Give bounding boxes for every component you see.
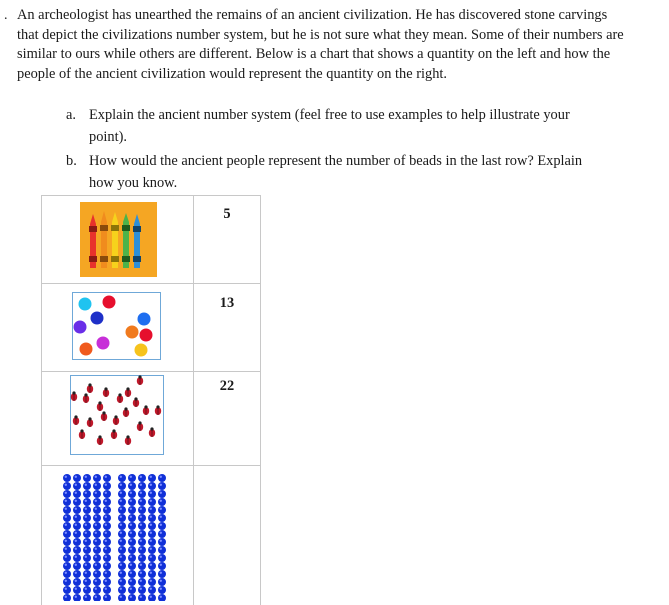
bead [63,490,71,498]
bead [138,530,146,538]
bead [128,530,136,538]
bead [118,514,126,522]
bead [138,490,146,498]
bead [73,562,81,570]
bead [63,570,71,578]
bead [128,554,136,562]
bead [128,546,136,554]
bead [73,554,81,562]
bead [103,546,111,554]
bead [128,506,136,514]
bead [138,506,146,514]
bead [93,490,101,498]
bead [63,538,71,546]
bead [63,562,71,570]
bead [118,554,126,562]
bead [118,562,126,570]
bead [128,578,136,586]
bead [128,498,136,506]
bead [83,522,91,530]
table-row-divider [41,371,261,372]
bead [73,530,81,538]
bead [93,474,101,482]
bead [73,546,81,554]
bead [148,506,156,514]
table-border-top [41,195,261,196]
bead [128,474,136,482]
bead [148,514,156,522]
bead [148,562,156,570]
bead [128,490,136,498]
bead [148,490,156,498]
bead [138,586,146,594]
bead [138,498,146,506]
bead [118,490,126,498]
bead [158,506,166,514]
bead [93,514,101,522]
bead [103,570,111,578]
bead [63,498,71,506]
ladybugs-icon [70,375,164,455]
bead [118,530,126,538]
bead [93,570,101,578]
bead [73,522,81,530]
bead [103,474,111,482]
bead [148,498,156,506]
bead [158,514,166,522]
bead [103,490,111,498]
bead [83,498,91,506]
bead [63,530,71,538]
bead [148,546,156,554]
bead [158,474,166,482]
crayons-icon [80,202,157,277]
bead [63,522,71,530]
dot [126,326,139,339]
bead [138,482,146,490]
bead [103,554,111,562]
table-row-divider [41,283,261,284]
bead [158,554,166,562]
bead [148,474,156,482]
bead [93,522,101,530]
bead [93,562,101,570]
bead [83,586,91,594]
bead [83,490,91,498]
bead [138,570,146,578]
dot [97,337,110,350]
bead [148,570,156,578]
bead [103,538,111,546]
bead [118,474,126,482]
question-a-marker: a. [66,107,76,123]
bead [93,482,101,490]
question-b-text: How would the ancient people represent the number of beads in the last row? Explain how you know. [89,153,583,191]
dot [138,313,151,326]
bead [158,498,166,506]
row-3-value: 22 [219,378,235,394]
bead [118,570,126,578]
bead [83,570,91,578]
bead [83,546,91,554]
bead [138,514,146,522]
bead [83,482,91,490]
bead [83,578,91,586]
bead [118,586,126,594]
row-1-value: 5 [223,206,231,222]
bead [63,506,71,514]
bead [148,586,156,594]
bead [93,554,101,562]
table-divider-column [193,195,194,605]
bead [103,482,111,490]
bead [73,474,81,482]
bead [103,578,111,586]
table-border-right [260,195,261,605]
bead [128,482,136,490]
bead [148,538,156,546]
bead [128,522,136,530]
row-2-value: 13 [219,295,235,311]
bead [138,538,146,546]
question-b-marker: b. [66,153,77,169]
bead [118,506,126,514]
bead [103,514,111,522]
bead [118,498,126,506]
bead [73,538,81,546]
bead [103,562,111,570]
bead [73,490,81,498]
bead [63,554,71,562]
bead [128,562,136,570]
bead [138,522,146,530]
bead [118,578,126,586]
bead [93,506,101,514]
bead [93,538,101,546]
bead [73,498,81,506]
bullet-mark: . [4,8,8,23]
bead [63,546,71,554]
question-a-text: Explain the ancient number system (feel free to use examples to help illustrate your point). [89,107,570,145]
bead [93,578,101,586]
bead [118,522,126,530]
bead [103,522,111,530]
blue-beads-icon [60,471,173,601]
bead [138,562,146,570]
bead [73,578,81,586]
bead [103,506,111,514]
table-row-divider [41,465,261,466]
bead [148,530,156,538]
dot [79,298,92,311]
bead [138,554,146,562]
bead [158,546,166,554]
bead [148,522,156,530]
bead [83,474,91,482]
colored-dots-icon [72,292,161,360]
bead [158,562,166,570]
bead [128,570,136,578]
bead [73,506,81,514]
bead [103,530,111,538]
bead [93,586,101,594]
bead [158,538,166,546]
bead [73,586,81,594]
bead [103,586,111,594]
bead [83,530,91,538]
bead [128,514,136,522]
bead [83,562,91,570]
bead [148,554,156,562]
bead [63,474,71,482]
table-border-left [41,195,42,605]
bead [73,482,81,490]
bead [148,482,156,490]
bead [158,482,166,490]
dot [140,329,153,342]
bead [138,546,146,554]
bead [83,506,91,514]
bead [158,586,166,594]
bead [158,522,166,530]
bead [138,578,146,586]
bead [73,570,81,578]
bead [138,474,146,482]
bead [93,546,101,554]
bead [63,482,71,490]
bead [128,586,136,594]
bead [148,578,156,586]
bead [73,514,81,522]
dot [135,344,148,357]
bead [118,538,126,546]
bead [83,514,91,522]
bead [158,570,166,578]
bead [103,498,111,506]
bead [63,578,71,586]
dot [91,312,104,325]
bead [93,498,101,506]
dot [80,343,93,356]
bead [83,538,91,546]
bead [63,586,71,594]
bead [158,530,166,538]
intro-paragraph: An archeologist has unearthed the remains of an ancient civilization. He has discovered stone carvings that depict the civilizations number system, but he is not sure what they mean. Some of their numbers are similar to ours while others are different. Below is a chart that shows a quantity on the left and how the people of the ancient civilization would represent the quantity on the right. [17,7,624,82]
bead [118,546,126,554]
bead [118,482,126,490]
bead [158,490,166,498]
bead [83,554,91,562]
bead [63,514,71,522]
dot [74,321,87,334]
bead [158,578,166,586]
dot [103,296,116,309]
bead [93,530,101,538]
bead [128,538,136,546]
